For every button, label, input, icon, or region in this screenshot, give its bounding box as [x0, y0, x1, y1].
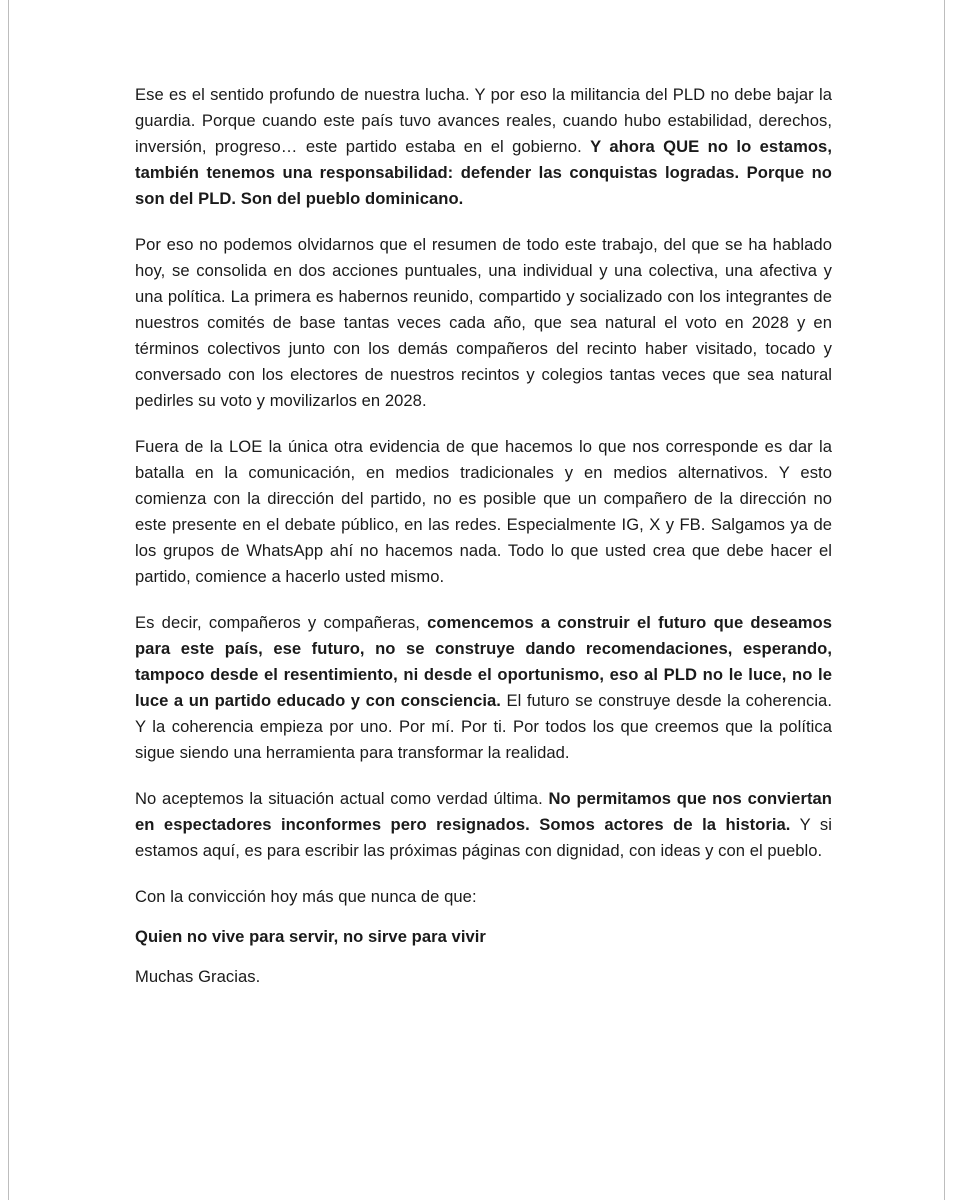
text-segment: El futuro se construye desde la coherencia. Y la coherencia empieza por uno. Por mí. Por ti. Por todos los que creemos que la política sigue siendo una herramienta para transformar la realidad. [135, 691, 832, 762]
text-segment: Y si estamos aquí, es para escribir las próximas páginas con dignidad, con ideas y con el pueblo. [135, 815, 832, 860]
document-body [135, 82, 832, 1010]
text-segment: No aceptemos la situación actual como verdad última. [135, 789, 549, 808]
text-segment: Por eso no podemos olvidarnos que el resumen de todo este trabajo, del que se ha hablado hoy, se consolida en dos acciones puntuales, una individual y una colectiva, una afectiva y una política. La primera es habernos reunido, compartido y socializado con los integrantes de nuestros comités de base tantas veces cada año, que sea natural el voto en 2028 y en términos colectivos junto con los demás compañeros del recinto haber visitado, tocado y conversado con los electores de nuestros recintos y colegios tantas veces que sea natural pedirles su voto y movilizarlos en 2028. [135, 235, 832, 410]
paragraph-1 [135, 82, 832, 212]
paragraph-4 [135, 610, 832, 766]
document-page [8, 0, 945, 1200]
text-segment: Es decir, compañeros y compañeras, [135, 613, 428, 632]
bold-text-segment: Quien no vive para servir, no sirve para vivir [135, 927, 486, 946]
closing-thanks [135, 964, 832, 990]
bold-text-segment: comencemos a construir el futuro que deseamos para este país, ese futuro, no se construye dando recomendaciones, esperando, tampoco desde el resentimiento, ni desde el oportunismo, eso al PLD no le luce, no le luce a un partido educado y con consciencia. [135, 613, 833, 710]
text-segment: Con la convicción hoy más que nunca de que: [135, 887, 477, 906]
paragraph-3 [135, 434, 832, 590]
closing-motto [135, 924, 832, 950]
paragraph-6 [135, 884, 832, 910]
paragraph-2 [135, 232, 832, 414]
text-segment: Ese es el sentido profundo de nuestra lucha. Y por eso la militancia del PLD no debe bajar la guardia. Porque cuando este país tuvo avances reales, cuando hubo estabilidad, derechos, inversión, progreso… este partido estaba en el gobierno. [135, 85, 832, 156]
paragraph-5 [135, 786, 832, 864]
bold-text-segment: Y ahora QUE no lo estamos, también tenemos una responsabilidad: defender las conquistas logradas. Porque no son del PLD. Son del pueblo dominicano. [135, 137, 832, 208]
text-segment: Fuera de la LOE la única otra evidencia de que hacemos lo que nos corresponde es dar la batalla en la comunicación, en medios tradicionales y en medios alternativos. Y esto comienza con la dirección del partido, no es posible que un compañero de la dirección no este presente en el debate público, en las redes. Especialmente IG, X y FB. Salgamos ya de los grupos de WhatsApp ahí no hacemos nada. Todo lo que usted crea que debe hacer el partido, comience a hacerlo usted mismo. [135, 437, 832, 586]
bold-text-segment: No permitamos que nos conviertan en espectadores inconformes pero resignados. Somos actores de la historia. [135, 789, 832, 834]
text-segment: Muchas Gracias. [135, 967, 261, 986]
